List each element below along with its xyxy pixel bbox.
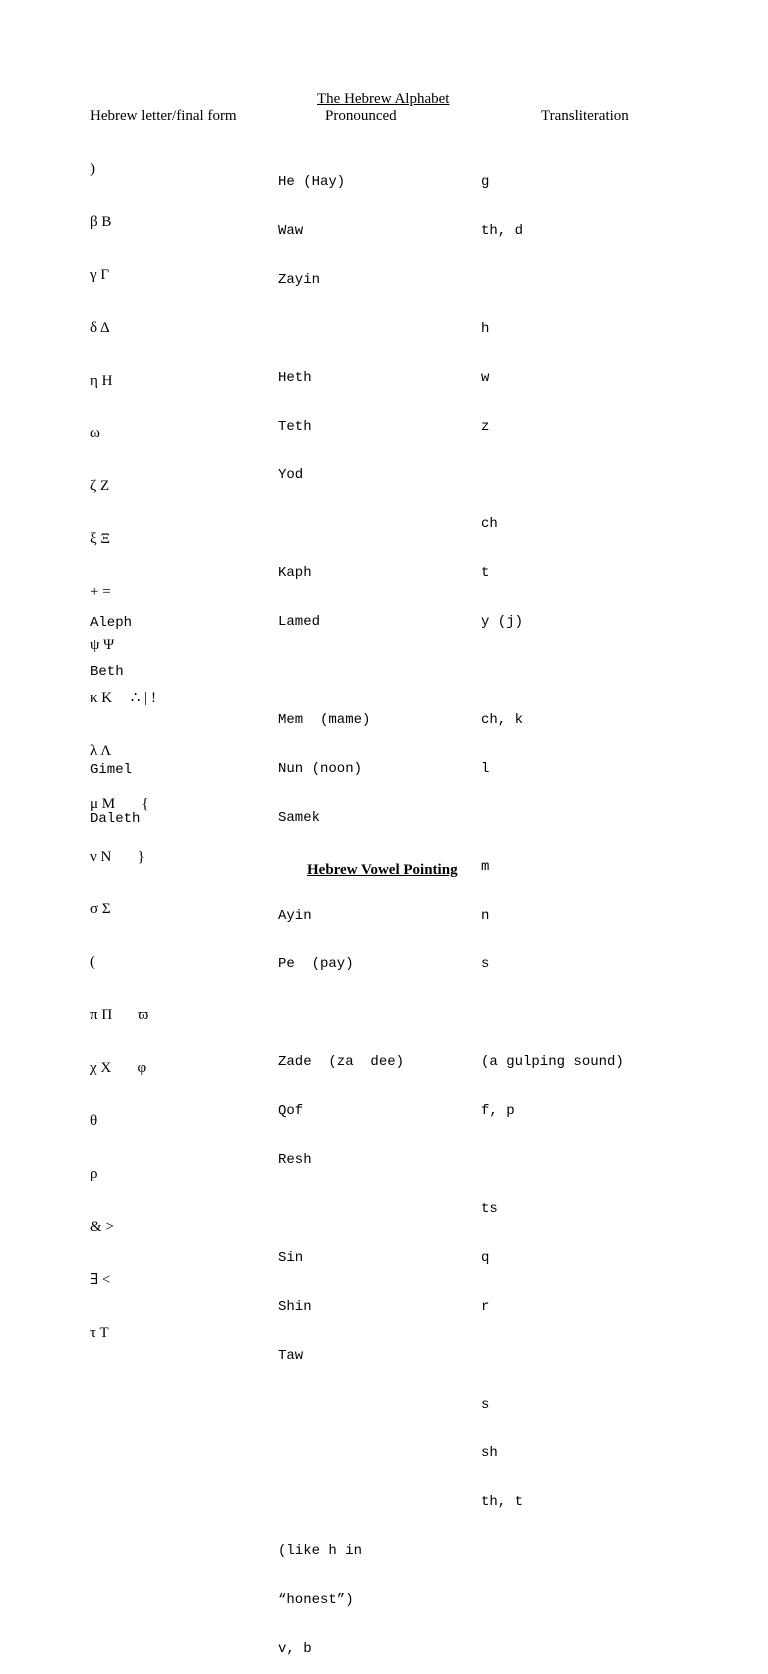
letter-symbol: ψ Ψ [90,637,115,654]
pronounced-item: Nun (noon) [278,760,363,777]
letter-symbol: κ Κ ∴ | ! [90,689,156,706]
pronounced-item: Lamed [278,614,321,631]
transliteration-item: (a gulping sound) [481,1054,624,1071]
pronounced-item: Zayin [278,271,321,288]
header-transliteration: Transliteration [541,108,629,124]
pronounced-column [278,142,404,1674]
transliteration-item: f, p [481,1103,515,1120]
letter-symbol: ρ [90,1165,98,1182]
letter-symbol: β Β [90,213,112,230]
page-title: The Hebrew Alphabet [317,91,450,107]
letter-symbol: ω [90,425,100,442]
vowel-pointing-heading: Hebrew Vowel Pointing [307,862,458,878]
pronounced-item: v, b [278,1641,312,1658]
transliteration-item: ch [481,516,498,533]
letter-symbol: π Π ϖ [90,1007,149,1024]
header-pronounced: Pronounced [325,108,397,124]
letter-name: Daleth [90,810,141,827]
transliteration-item: ch, k [481,711,524,728]
transliteration-item: sh [481,1445,498,1462]
transliteration-item: m [481,858,490,875]
letter-name: Beth [90,663,124,680]
transliteration-item: h [481,320,490,337]
letter-symbol: ∃ < [90,1271,111,1288]
pronounced-item: He (Hay) [278,174,346,190]
pronounced-item: Taw [278,1347,304,1364]
letter-name: Aleph [90,615,133,631]
transliteration-item: y (j) [481,614,524,631]
transliteration-item: z [481,418,490,435]
transliteration-item: g [481,174,490,190]
transliteration-item: t [481,565,490,582]
pronounced-item: Resh [278,1152,312,1169]
header-hebrew-letter: Hebrew letter/final form [90,108,237,124]
pronounced-item: Ayin [278,907,312,924]
pronounced-item: Samek [278,809,321,826]
pronounced-item: Teth [278,418,312,435]
pronounced-item: Shin [278,1298,312,1315]
letter-symbol: + = [90,584,111,601]
pronounced-item: Kaph [278,565,312,582]
pronounced-item: Mem (mame) [278,711,371,728]
transliteration-item: q [481,1249,490,1266]
transliteration-column [481,142,624,1527]
letter-symbol: θ [90,1113,98,1130]
transliteration-item: r [481,1298,490,1315]
letter-symbol: η Η [90,372,113,389]
pronounced-item: Sin [278,1249,304,1266]
letter-names-left [90,583,140,844]
letter-symbol: σ Σ [90,901,111,918]
pronounced-item: Pe (pay) [278,956,354,973]
letter-symbol: λ Λ [90,742,112,759]
transliteration-item: s [481,956,490,973]
transliteration-item: ts [481,1200,498,1217]
letter-symbol: χ Χ φ [90,1060,147,1077]
pronounced-item: Heth [278,369,312,386]
letter-symbol: ζ Ζ [90,478,110,495]
letter-symbol: τ Τ [90,1324,109,1341]
pronounced-item: (like h in [278,1543,363,1560]
letter-symbol: & > [90,1218,114,1235]
transliteration-item: th, t [481,1494,524,1511]
letter-name: Gimel [90,761,133,778]
letter-symbol: ) [90,161,95,177]
letter-symbol: ν Ν } [90,848,145,865]
letter-symbol: ( [90,954,95,971]
pronounced-item: Zade (za dee) [278,1054,405,1071]
letter-symbol: γ Γ [90,266,110,283]
transliteration-item: l [481,760,490,777]
pronounced-item: Qof [278,1103,304,1120]
transliteration-item: w [481,369,490,386]
pronounced-item: Yod [278,467,304,484]
pronounced-item: “honest”) [278,1592,354,1609]
pronounced-item: Waw [278,222,304,239]
letter-symbol: δ Δ [90,319,110,336]
transliteration-item: n [481,907,490,924]
letter-symbol: μ Μ { [90,795,149,812]
transliteration-item: s [481,1396,490,1413]
transliteration-item: th, d [481,222,524,239]
letter-symbol: ξ Ξ [90,531,111,548]
